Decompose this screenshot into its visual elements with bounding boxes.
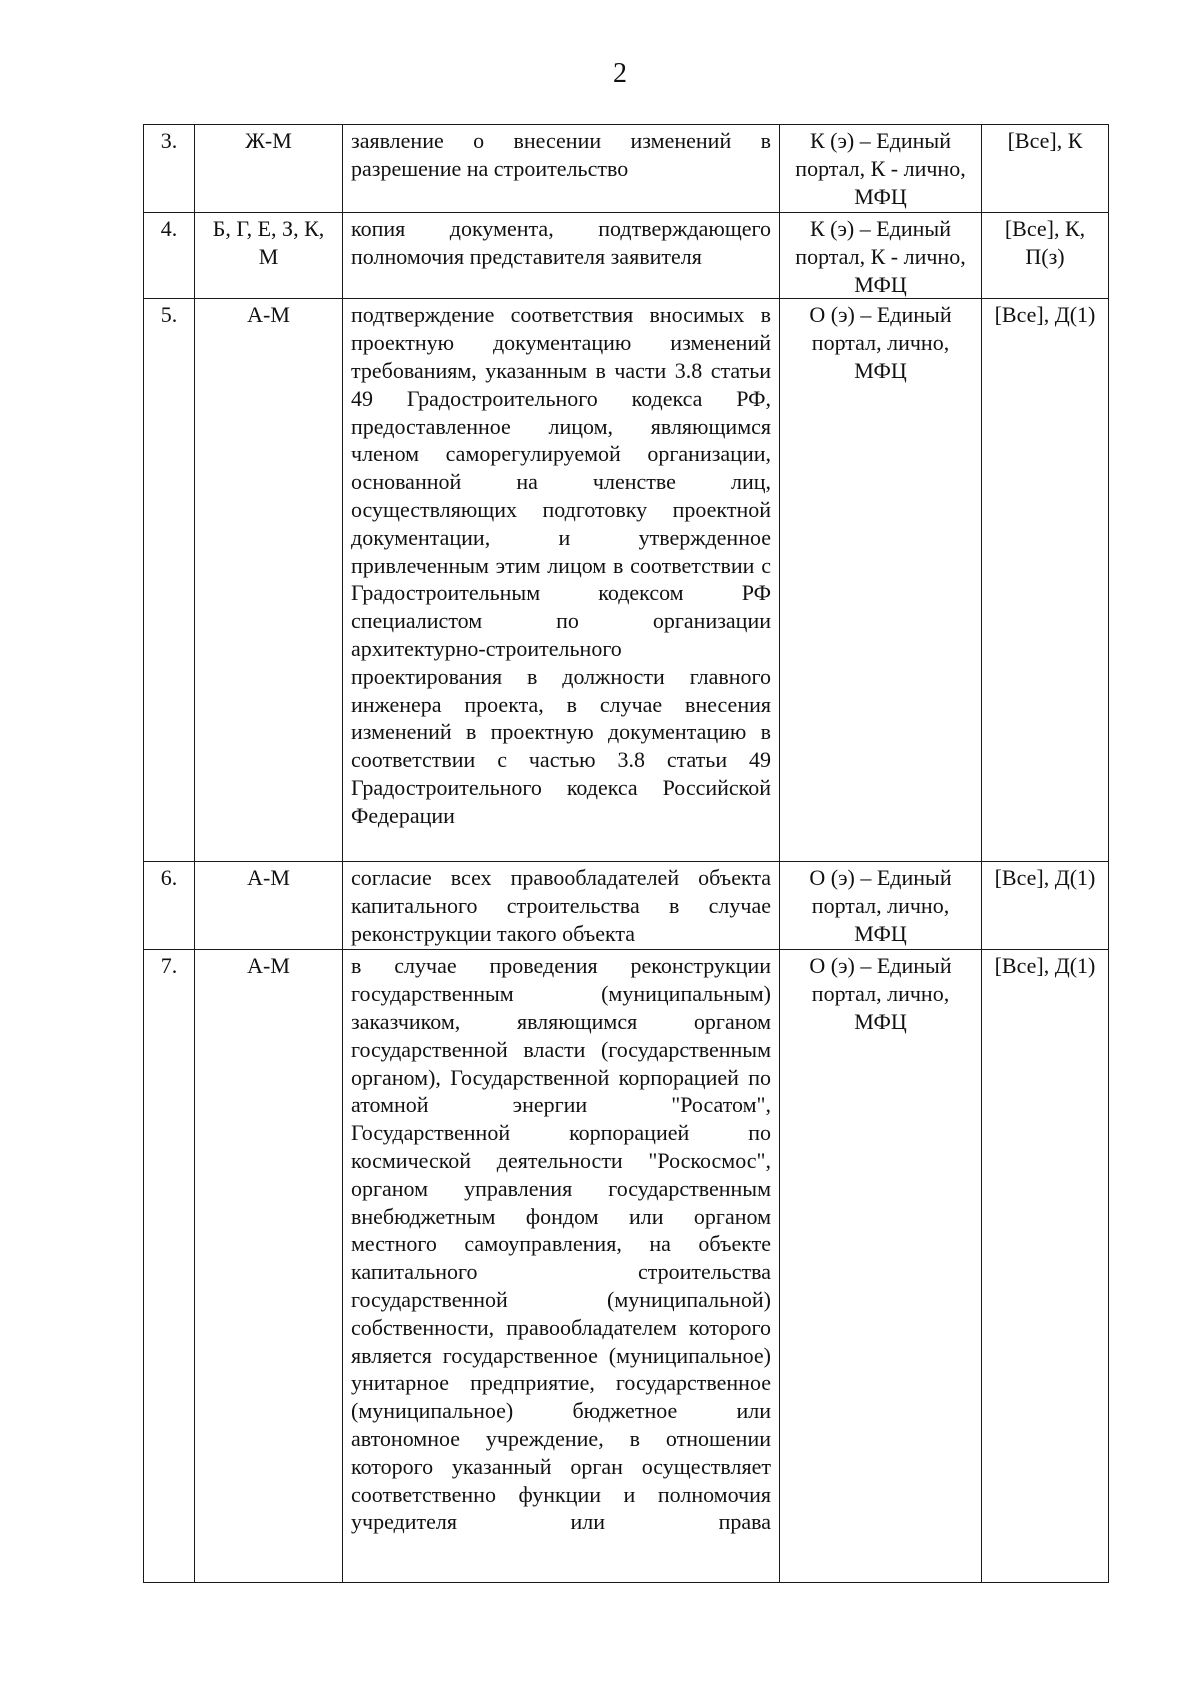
document-code: [Все], Д(1) — [982, 862, 1109, 950]
applicant-categories: А-М — [195, 950, 343, 1583]
applicant-categories: Б, Г, Е, З, К, М — [195, 213, 343, 299]
document-description: согласие всех правообладателей объекта капитального строительства в случае реконструкции такого объекта — [343, 862, 780, 950]
table-row — [144, 299, 1109, 862]
document-code: [Все], Д(1) — [982, 950, 1109, 1583]
table-row — [144, 862, 1109, 950]
submission-method: К (э) – Единый портал, К - лично, МФЦ — [780, 213, 982, 299]
table-row — [144, 950, 1109, 1583]
document-description: копия документа, подтверждающего полномочия представителя заявителя — [343, 213, 780, 299]
document-code: [Все], К, П(з) — [982, 213, 1109, 299]
row-number: 6. — [144, 862, 195, 950]
page-number: 2 — [613, 58, 627, 89]
document-code: [Все], К — [982, 125, 1109, 213]
document-code: [Все], Д(1) — [982, 299, 1109, 862]
applicant-categories: А-М — [195, 299, 343, 862]
row-number: 4. — [144, 213, 195, 299]
submission-method: О (э) – Единый портал, лично, МФЦ — [780, 950, 982, 1583]
submission-method: К (э) – Единый портал, К - лично, МФЦ — [780, 125, 982, 213]
row-number: 3. — [144, 125, 195, 213]
row-number: 5. — [144, 299, 195, 862]
documents-table — [143, 124, 1109, 1583]
row-number: 7. — [144, 950, 195, 1583]
document-description: подтверждение соответствия вносимых в проектную документацию изменений требованиям, указанным в части 3.8 статьи 49 Градостроительного кодекса РФ, предоставленное лицом, являющимся членом саморегулируемой организации, основанной на членстве лиц, осуществляющих подготовку проектной документации, и утвержденное привлеченным этим лицом в соответствии с Градостроительным кодексом РФ специалистом по организации архитектурно-строительного проектирования в должности главного инженера проекта, в случае внесения изменений в проектную документацию в соответствии с частью 3.8 статьи 49 Градостроительного кодекса Российской Федерации — [343, 299, 780, 862]
table-row — [144, 125, 1109, 213]
applicant-categories: Ж-М — [195, 125, 343, 213]
submission-method: О (э) – Единый портал, лично, МФЦ — [780, 862, 982, 950]
document-description: в случае проведения реконструкции государственным (муниципальным) заказчиком, являющимся органом государственной власти (государственным органом), Государственной корпорацией по атомной энергии "Росатом", Государственной корпорацией по космической деятельности "Роскосмос", органом управления государственным внебюджетным фондом или органом местного самоуправления, на объекте капитального строительства государственной (муниципальной) собственности, правообладателем которого является государственное (муниципальное) унитарное предприятие, государственное (муниципальное) бюджетное или автономное учреждение, в отношении которого указанный орган осуществляет соответственно функции и полномочия учредителя или права — [343, 950, 780, 1583]
applicant-categories: А-М — [195, 862, 343, 950]
table-row — [144, 213, 1109, 299]
submission-method: О (э) – Единый портал, лично, МФЦ — [780, 299, 982, 862]
document-description: заявление о внесении изменений в разрешение на строительство — [343, 125, 780, 213]
